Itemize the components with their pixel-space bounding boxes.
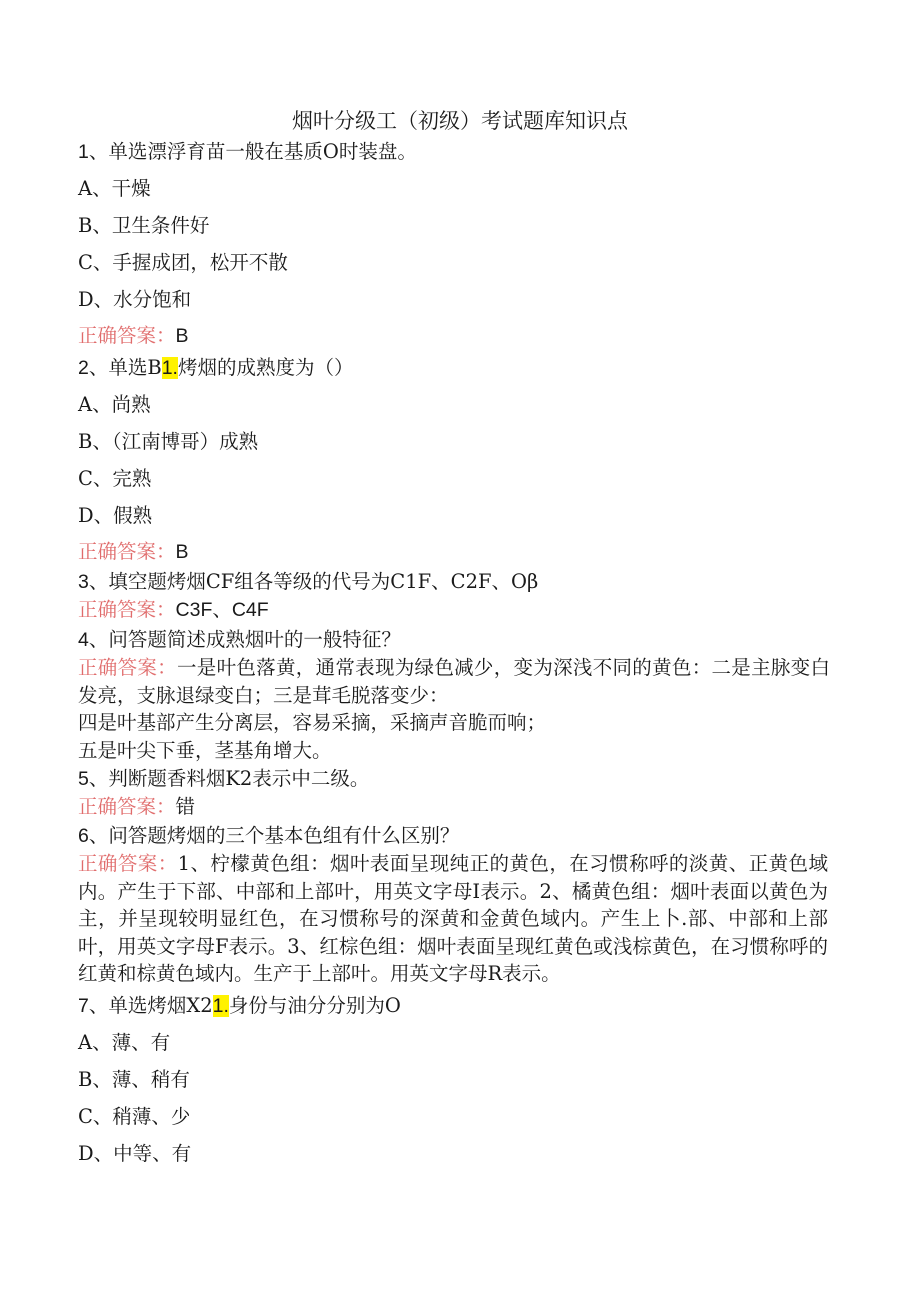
answer-4-line-3: 五是叶尖下垂，茎基角增大。 xyxy=(78,738,332,762)
question-2 xyxy=(78,354,830,382)
option-c: C、手握成团，松开不散 xyxy=(78,251,288,274)
highlighted-text: 1. xyxy=(161,357,178,379)
question-text: 填空题烤烟CF组各等级的代号为C1F、C2F、Oβ xyxy=(108,570,539,593)
answer-label: 正确答案： xyxy=(78,795,176,818)
highlighted-text: 1. xyxy=(212,994,229,1017)
option-a: A、干燥 xyxy=(78,177,151,200)
answer-label: 正确答案： xyxy=(78,540,176,563)
question-text: 单选漂浮育苗一般在基质O时装盘。 xyxy=(108,140,417,163)
answer-2 xyxy=(78,538,830,566)
question-number: 7、 xyxy=(78,994,109,1017)
answer-6 xyxy=(78,850,828,988)
question-text: 问答题简述成熟烟叶的一般特征？ xyxy=(108,628,401,651)
question-number: 1、 xyxy=(78,141,109,163)
question-number: 4、 xyxy=(78,629,109,651)
option-c: C、稍薄、少 xyxy=(78,1104,191,1128)
answer-label: 正确答案： xyxy=(78,598,176,621)
answer-4-line-2: 四是叶基部产生分离层，容易采摘，采摘声音脆而响； xyxy=(78,711,547,734)
answer-value: B xyxy=(175,541,189,563)
answer-5 xyxy=(78,793,830,820)
question-6 xyxy=(78,822,830,850)
option-a: A、尚熟 xyxy=(78,393,151,416)
answer-value: 错 xyxy=(175,795,196,818)
question-4 xyxy=(78,626,830,654)
answer-value: 1、柠檬黄色组：烟叶表面呈现纯正的黄色，在习惯称呼的淡黄、正黄色域内。产生于下部、中部和上部叶，用英文字母I表示。2、橘黄色组：烟叶表面以黄色为主，并呈现较明显红色，在习惯称号的深黄和金黄色域内。产生上卜.部、中部和上部叶，用英文字母F表示。3、红棕色组：烟叶表面呈现红黄色或浅棕黄色，在习惯称呼的红黄和棕黄色域内。生产于上部叶。用英文字母R表示。 xyxy=(78,852,828,985)
answer-label: 正确答案： xyxy=(78,656,177,679)
answer-4 xyxy=(78,654,830,709)
question-text: 问答题烤烟的三个基本色组有什么区别？ xyxy=(108,824,460,847)
question-text-post: 烤烟的成熟度为（） xyxy=(177,356,354,379)
question-number: 6、 xyxy=(78,825,109,847)
option-d: D、水分饱和 xyxy=(78,288,192,311)
document-title: 烟叶分级工（初级）考试题库知识点 xyxy=(292,109,628,133)
question-number: 2、 xyxy=(78,357,109,379)
option-d: D、假熟 xyxy=(78,504,153,527)
option-c: C、完熟 xyxy=(78,467,152,490)
answer-label: 正确答案： xyxy=(78,324,176,347)
option-a: A、薄、有 xyxy=(78,1030,171,1054)
option-b: B、卫生条件好 xyxy=(78,214,210,237)
answer-value: C3F、C4F xyxy=(175,599,269,621)
answer-line: 一是叶色落黄，通常表现为绿色减少，变为深浅不同的黄色：二是主脉变白发亮，支脉退绿变白；三是茸毛脱落变少： xyxy=(78,656,830,707)
question-list xyxy=(78,138,830,1167)
question-text-pre: 单选烤烟X2 xyxy=(108,993,213,1017)
question-7 xyxy=(78,992,830,1020)
option-b: B、薄、稍有 xyxy=(78,1067,190,1091)
answer-3 xyxy=(78,596,830,624)
option-d: D、中等、有 xyxy=(78,1141,192,1165)
question-text-post: 身份与油分分别为O xyxy=(228,993,401,1017)
question-1 xyxy=(78,138,830,166)
question-3 xyxy=(78,568,830,596)
question-5 xyxy=(78,765,830,793)
answer-label: 正确答案： xyxy=(78,852,178,875)
option-b: B、（江南博哥）成熟 xyxy=(78,430,259,453)
answer-value: B xyxy=(175,325,189,347)
question-text-pre: 单选B xyxy=(108,356,162,379)
question-text: 判断题香料烟K2表示中二级。 xyxy=(108,767,370,790)
answer-1 xyxy=(78,322,830,350)
question-number: 3、 xyxy=(78,571,109,593)
question-number: 5、 xyxy=(78,768,109,790)
